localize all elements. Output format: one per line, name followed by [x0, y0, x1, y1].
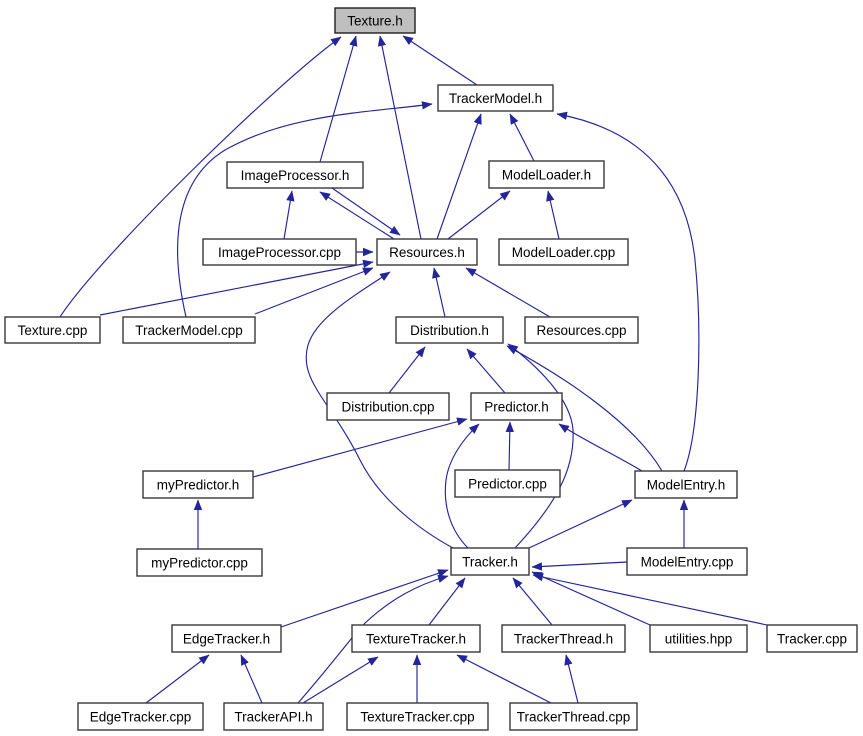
- node-ImageProcessor.cpp[interactable]: [203, 239, 356, 265]
- edge-Tracker.h-to-ModelEntry.h: [529, 500, 632, 548]
- edge-TrackerThread.cpp-to-TrackerThread.h: [566, 655, 578, 703]
- edge-ImageProcessor.h-to-Texture.h: [320, 36, 356, 162]
- node-label-Resources.h[interactable]: Resources.h: [389, 244, 465, 260]
- edge-ImageProcessor.cpp-to-ImageProcessor.h: [284, 191, 292, 239]
- edge-Resources.h-to-ImageProcessor.h: [320, 192, 394, 239]
- node-label-Predictor.cpp[interactable]: Predictor.cpp: [468, 476, 547, 492]
- node-Tracker.cpp[interactable]: [767, 625, 857, 652]
- edge-Resources.h-to-TrackerModel.h: [437, 114, 481, 239]
- node-Predictor.cpp[interactable]: [455, 470, 560, 497]
- node-label-Texture.h[interactable]: Texture.h: [347, 13, 403, 29]
- edge-TrackerThread.cpp-to-TextureTracker.h: [457, 655, 551, 703]
- node-EdgeTracker.cpp[interactable]: [78, 703, 203, 730]
- edge-Resources.cpp-to-Resources.h: [466, 268, 550, 317]
- edge-TextureTracker.h-to-Tracker.h: [429, 578, 465, 625]
- node-label-ModelEntry.h[interactable]: ModelEntry.h: [646, 477, 726, 493]
- node-TrackerThread.h[interactable]: [502, 625, 625, 652]
- node-label-Distribution.h[interactable]: Distribution.h: [410, 322, 489, 338]
- node-label-myPredictor.cpp[interactable]: myPredictor.cpp: [151, 555, 248, 571]
- node-label-TextureTracker.cpp[interactable]: TextureTracker.cpp: [360, 709, 475, 725]
- node-myPredictor.cpp[interactable]: [137, 549, 262, 576]
- node-label-ModelLoader.cpp[interactable]: ModelLoader.cpp: [511, 244, 616, 260]
- node-label-ImageProcessor.cpp[interactable]: ImageProcessor.cpp: [217, 244, 342, 260]
- edge-EdgeTracker.cpp-to-EdgeTracker.h: [146, 655, 209, 703]
- node-label-TrackerModel.h[interactable]: TrackerModel.h: [448, 90, 543, 106]
- node-label-TextureTracker.h[interactable]: TextureTracker.h: [365, 631, 467, 647]
- edge-Texture.cpp-to-Resources.h: [100, 262, 373, 315]
- node-label-TrackerThread.h[interactable]: TrackerThread.h: [513, 631, 614, 647]
- node-ModelLoader.h[interactable]: [489, 161, 604, 188]
- node-label-myPredictor.h[interactable]: myPredictor.h: [156, 477, 240, 493]
- edge-Resources.h-to-Texture.h: [380, 36, 421, 239]
- node-label-ImageProcessor.h[interactable]: ImageProcessor.h: [240, 167, 350, 183]
- edge-TrackerAPI.h-to-TextureTracker.h: [303, 657, 378, 703]
- node-label-Distribution.cpp[interactable]: Distribution.cpp: [341, 399, 435, 415]
- edge-Distribution.h-to-Resources.h: [434, 268, 445, 317]
- node-TextureTracker.cpp[interactable]: [347, 703, 488, 730]
- edge-Distribution.cpp-to-Distribution.h: [389, 347, 425, 393]
- node-ModelLoader.cpp[interactable]: [499, 239, 628, 265]
- node-label-TrackerThread.cpp[interactable]: TrackerThread.cpp: [516, 709, 631, 725]
- edge-Predictor.h-to-Distribution.h: [467, 349, 505, 393]
- node-label-ModelLoader.h[interactable]: ModelLoader.h: [501, 167, 592, 183]
- edge-ModelLoader.h-to-TrackerModel.h: [510, 114, 534, 161]
- edge-TrackerAPI.h-to-EdgeTracker.h: [241, 655, 262, 703]
- edge-utilities.hpp-to-Tracker.h: [532, 572, 650, 625]
- node-TrackerAPI.h[interactable]: [224, 703, 323, 730]
- edge-Resources.h-to-ModelLoader.h: [448, 191, 510, 239]
- node-label-Texture.cpp[interactable]: Texture.cpp: [17, 322, 88, 338]
- node-Distribution.h[interactable]: [396, 317, 503, 343]
- node-Predictor.h[interactable]: [471, 393, 562, 420]
- edge-TrackerModel.cpp-to-Resources.h: [255, 268, 373, 314]
- node-TextureTracker.h[interactable]: [352, 625, 480, 652]
- node-label-Tracker.cpp[interactable]: Tracker.cpp: [776, 631, 848, 647]
- node-ImageProcessor.h[interactable]: [227, 162, 363, 188]
- node-Distribution.cpp[interactable]: [327, 393, 449, 420]
- edge-Tracker.h-to-Distribution.h: [508, 344, 573, 548]
- edge-TrackerModel.h-to-Texture.h: [403, 36, 477, 85]
- node-Texture.h[interactable]: [335, 8, 415, 33]
- node-Tracker.h[interactable]: [451, 548, 529, 575]
- edge-ImageProcessor.h-to-Resources.h: [332, 188, 400, 235]
- edge-EdgeTracker.h-to-Tracker.h: [281, 570, 448, 627]
- node-label-utilities.hpp[interactable]: utilities.hpp: [664, 631, 733, 647]
- node-ModelEntry.cpp[interactable]: [627, 548, 747, 575]
- node-Texture.cpp[interactable]: [5, 317, 100, 343]
- edge-ModelEntry.cpp-to-Tracker.h: [532, 562, 627, 567]
- edge-Tracker.cpp-to-Tracker.h: [533, 575, 767, 625]
- edge-ModelLoader.cpp-to-ModelLoader.h: [548, 191, 559, 239]
- node-label-EdgeTracker.h[interactable]: EdgeTracker.h: [182, 631, 271, 647]
- node-myPredictor.h[interactable]: [143, 471, 253, 498]
- edge-myPredictor.h-to-Predictor.h: [253, 419, 467, 477]
- node-label-ModelEntry.cpp[interactable]: ModelEntry.cpp: [640, 554, 734, 570]
- edges-layer: [60, 36, 767, 703]
- node-TrackerThread.cpp[interactable]: [510, 703, 637, 730]
- node-TrackerModel.h[interactable]: [438, 85, 553, 111]
- node-label-TrackerAPI.h[interactable]: TrackerAPI.h: [234, 709, 313, 725]
- edge-TrackerThread.h-to-Tracker.h: [513, 578, 552, 625]
- node-Resources.cpp[interactable]: [525, 317, 638, 343]
- node-EdgeTracker.h[interactable]: [172, 625, 281, 652]
- node-TrackerModel.cpp[interactable]: [123, 317, 255, 343]
- node-label-Tracker.h[interactable]: Tracker.h: [462, 554, 518, 570]
- node-label-TrackerModel.cpp[interactable]: TrackerModel.cpp: [135, 322, 243, 338]
- node-label-Predictor.h[interactable]: Predictor.h: [484, 399, 549, 415]
- edge-Predictor.cpp-to-Predictor.h: [509, 422, 510, 470]
- node-label-EdgeTracker.cpp[interactable]: EdgeTracker.cpp: [89, 709, 192, 725]
- edge-TrackerModel.cpp-to-TrackerModel.h: [178, 104, 432, 317]
- node-ModelEntry.h[interactable]: [635, 471, 737, 498]
- node-utilities.hpp[interactable]: [650, 625, 747, 652]
- node-Resources.h[interactable]: [377, 239, 477, 265]
- node-label-Resources.cpp[interactable]: Resources.cpp: [536, 322, 627, 338]
